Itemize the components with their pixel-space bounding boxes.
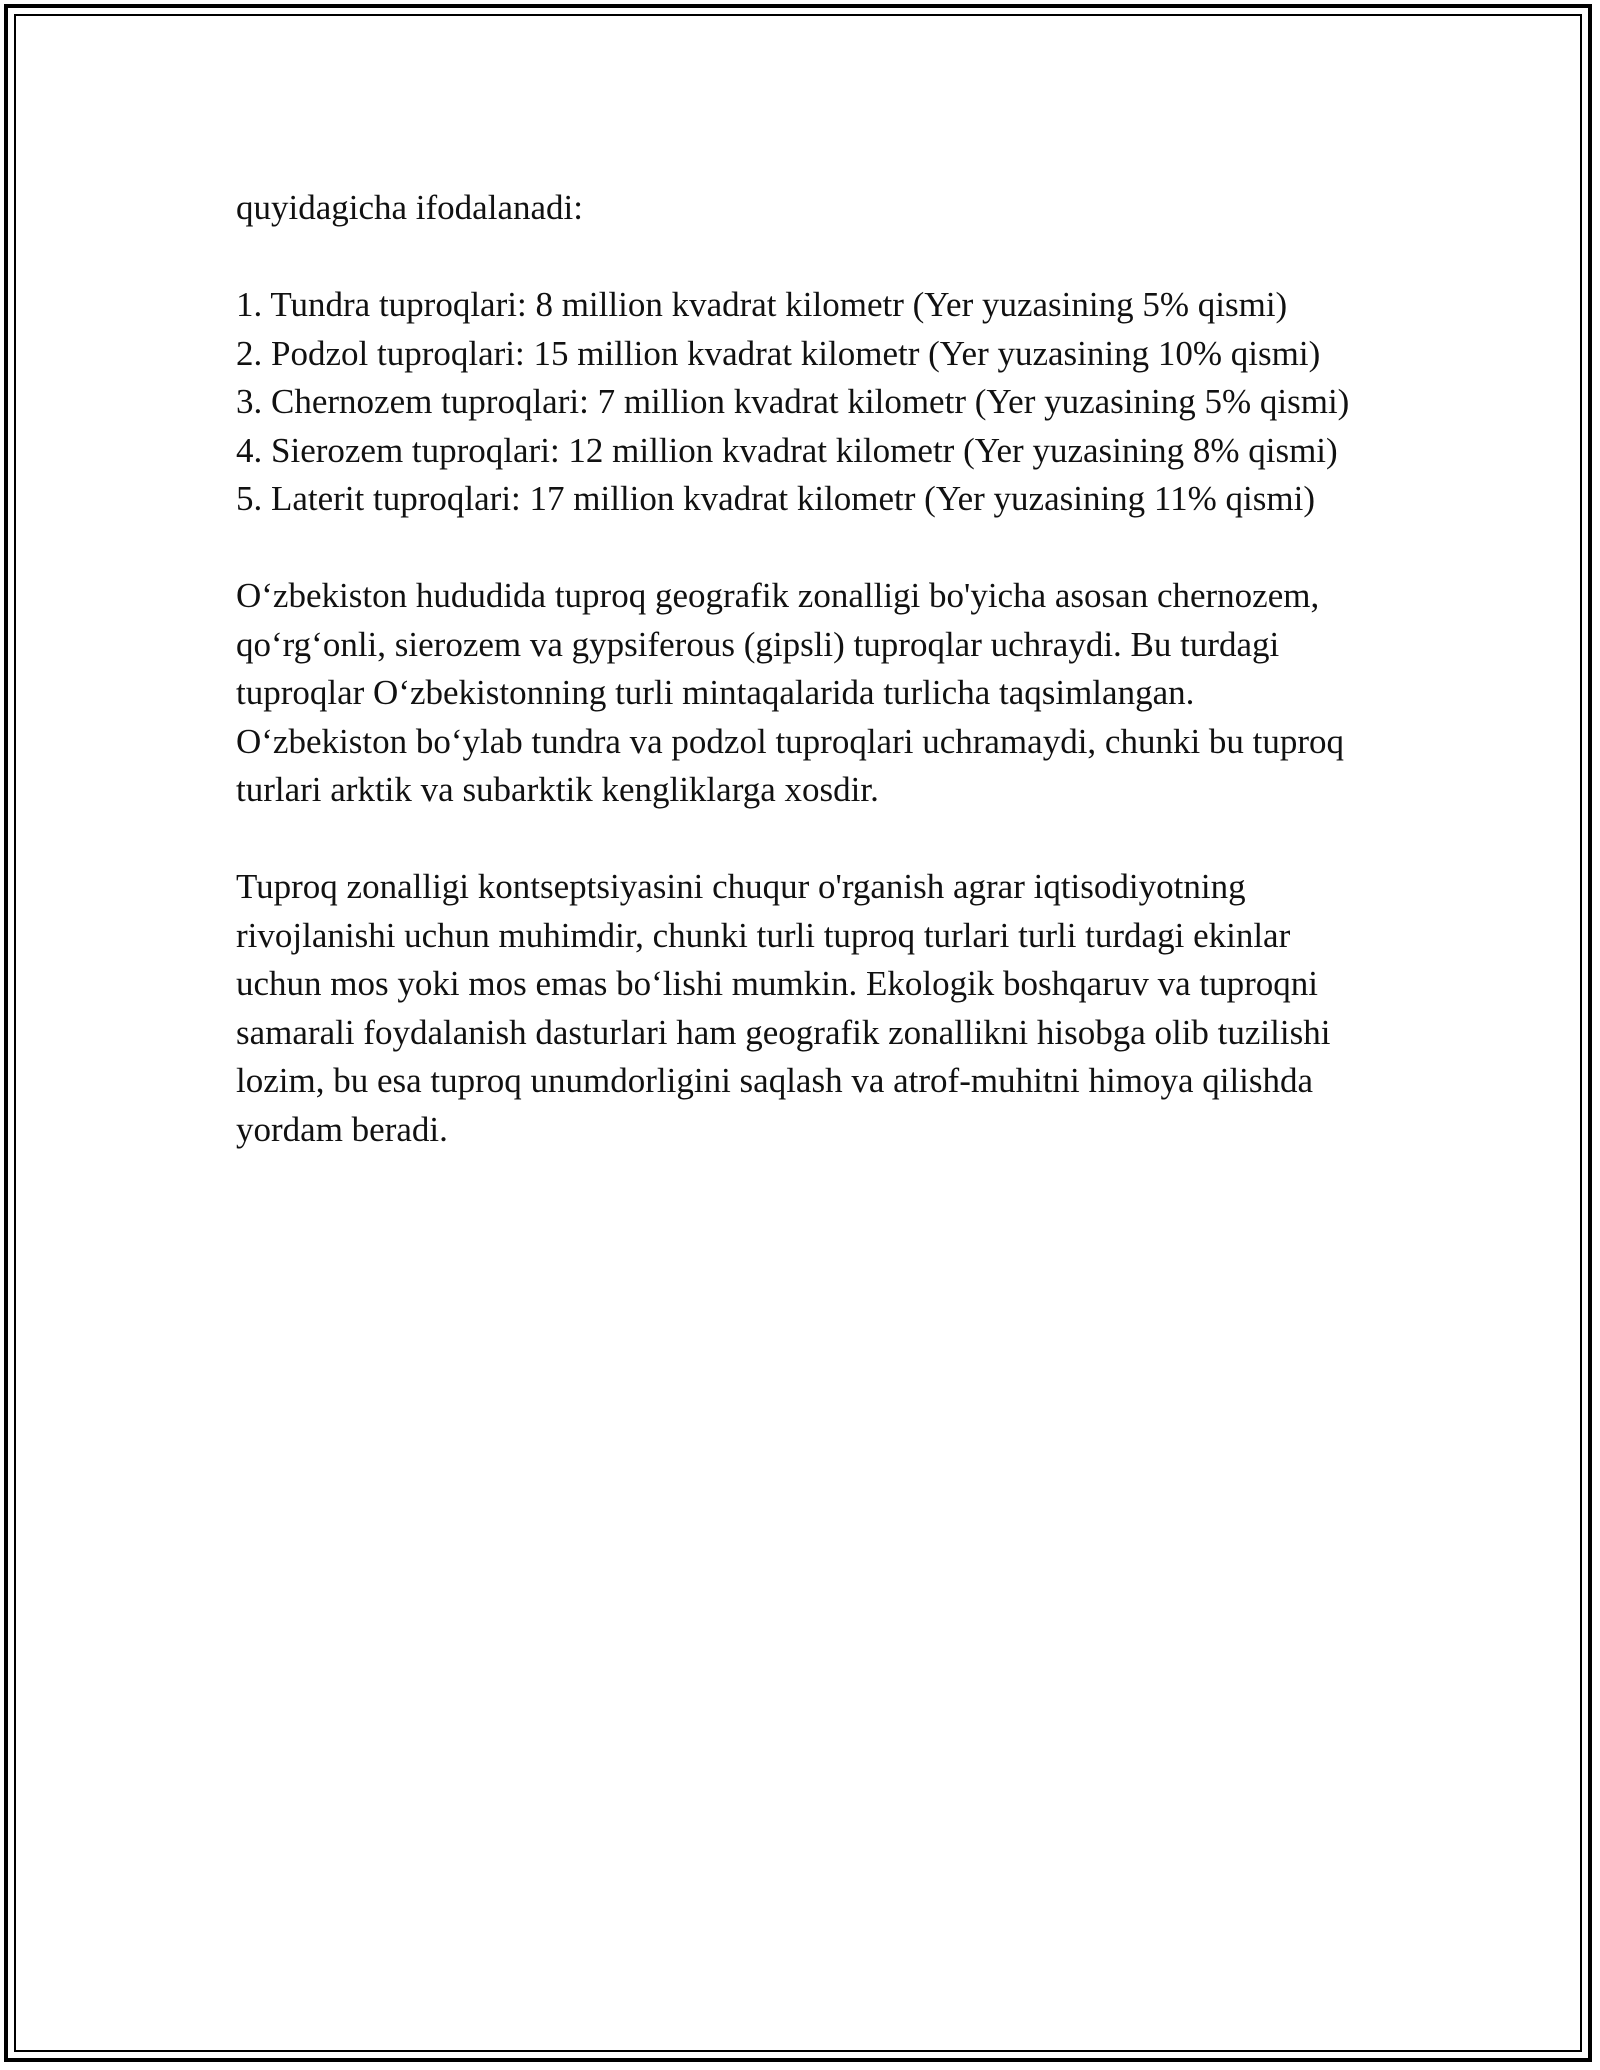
list-item: 4. Sierozem tuproqlari: 12 million kvadrat kilometr (Yer yuzasining 8% qismi) (236, 430, 1338, 470)
paragraph-uzbekistan-soils: O‘zbekiston hududida tuproq geografik zonalligi bo'yicha asosan chernozem, qo‘rg‘onli, sierozem va gypsiferous (gipsli) tuproqlar uchraydi. Bu turdagi tuproqlar O‘zbekistonning turli mintaqalarida turlicha taqsimlangan. O‘zbekiston bo‘ylab tundra va podzol tuproqlari uchramaydi, chunki bu tuproq turlari arktik va subarktik kengliklarga xosdir. (236, 576, 1345, 809)
list-item: 3. Chernozem tuproqlari: 7 million kvadrat kilometr (Yer yuzasining 5% qismi) (236, 382, 1350, 421)
document-body (236, 184, 1366, 1203)
list-item: 1. Tundra tuproqlari: 8 million kvadrat kilometr (Yer yuzasining 5% qismi) (236, 285, 1288, 324)
paragraph-soil-zonality: Tuproq zonalligi kontseptsiyasini chuqur o'rganish agrar iqtisodiyotning rivojlanishi uchun muhimdir, chunki turli tuproq turlari turli turdagi ekinlar uchun mos yoki mos emas bo‘lishi mumkin. Ekologik boshqaruv va tuproqni samarali foydalanish dasturlari ham geografik zonallikni hisobga olib tuzilishi lozim, bu esa tuproq unumdorligini saqlash va atrof-muhitni himoya qilishda yordam beradi. (236, 867, 1331, 1149)
list-item: 2. Podzol tuproqlari: 15 million kvadrat kilometr (Yer yuzasining 10% qismi) (236, 333, 1321, 373)
list-item: 5. Laterit tuproqlari: 17 million kvadrat kilometr (Yer yuzasining 11% qismi) (236, 479, 1315, 518)
intro-text: quyidagicha ifodalanadi: (236, 188, 583, 227)
soil-list (236, 281, 1366, 524)
